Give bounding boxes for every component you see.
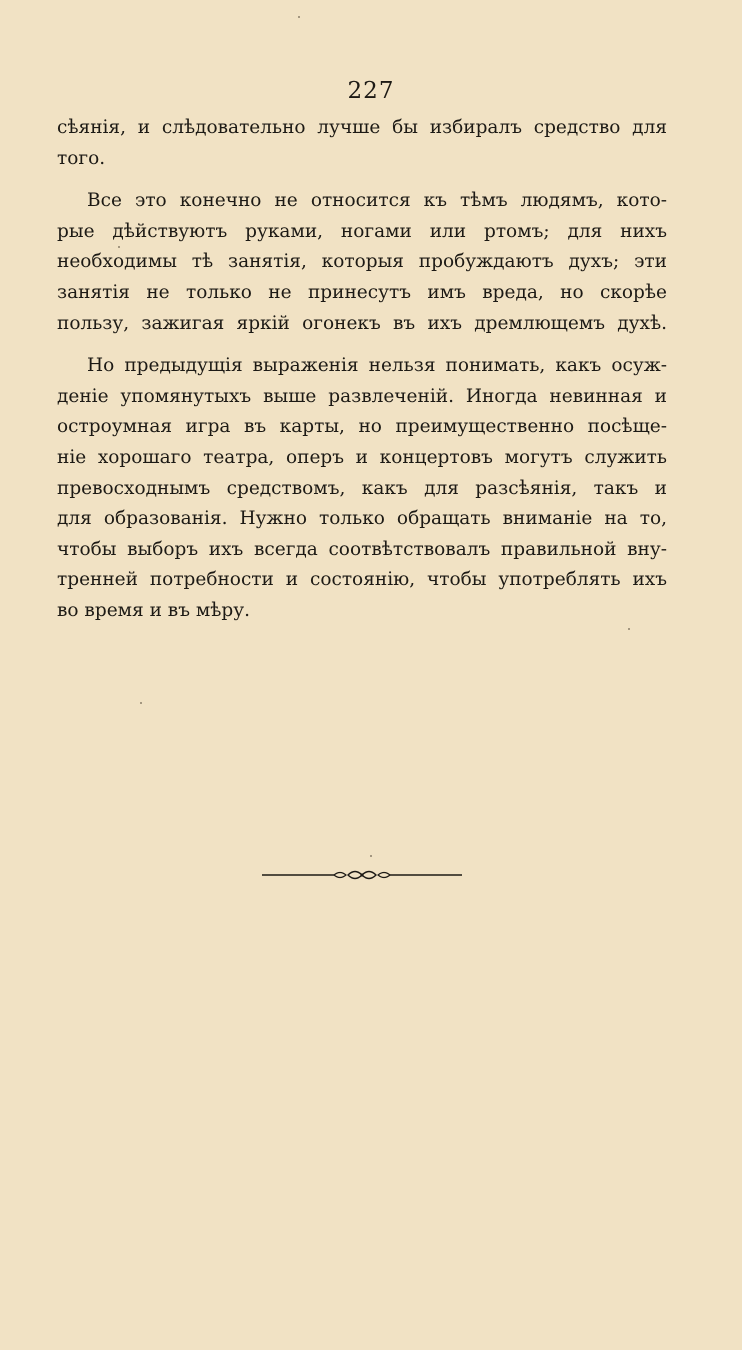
text-line: занятія не только не принесутъ имъ вреда, но скорѣе xyxy=(57,281,667,303)
text-line: сѣянія, и слѣдовательно лучше бы избиралъ средство для xyxy=(57,117,667,138)
body-text xyxy=(57,113,667,627)
text-line: превосходнымъ средствомъ, какъ для разсѣянія, такъ и xyxy=(57,477,667,499)
decorative-rule-ornament-icon xyxy=(262,866,462,884)
text-line: пользу, зажигая яркій огонекъ въ ихъ дремлющемъ духѣ. xyxy=(57,312,667,334)
text-line: рые дѣйствуютъ руками, ногами или ртомъ; для нихъ xyxy=(57,220,667,242)
text-line: для образованія. Нужно только обращать вниманіе на то, xyxy=(57,508,667,530)
paper-speck xyxy=(628,628,630,630)
text-line: тренней потребности и состоянію, чтобы употреблять ихъ xyxy=(57,569,667,591)
paper-speck xyxy=(298,16,300,18)
paper-speck xyxy=(140,702,142,704)
page-number: 227 xyxy=(347,78,395,104)
text-line: того. xyxy=(57,147,106,169)
text-line: деніе упомянутыхъ выше развлеченій. Иногда невинная и xyxy=(57,385,667,407)
text-line: остроумная игра въ карты, но преимущественно посѣще- xyxy=(57,416,667,438)
text-line: Все это конечно не относится къ тѣмъ людямъ, кото- xyxy=(87,190,667,212)
text-line: чтобы выборъ ихъ всегда соотвѣтствовалъ правильной вну- xyxy=(57,538,667,560)
text-line: необходимы тѣ занятія, которыя пробуждаютъ духъ; эти xyxy=(57,251,667,273)
text-line: во время и въ мѣру. xyxy=(57,599,251,621)
paper-speck xyxy=(118,246,120,248)
text-line: Но предыдущія выраженія нельзя понимать, какъ осуж- xyxy=(87,355,667,377)
text-line: ніе хорошаго театра, оперъ и концертовъ могутъ служить xyxy=(57,446,667,468)
paper-speck xyxy=(370,855,372,857)
